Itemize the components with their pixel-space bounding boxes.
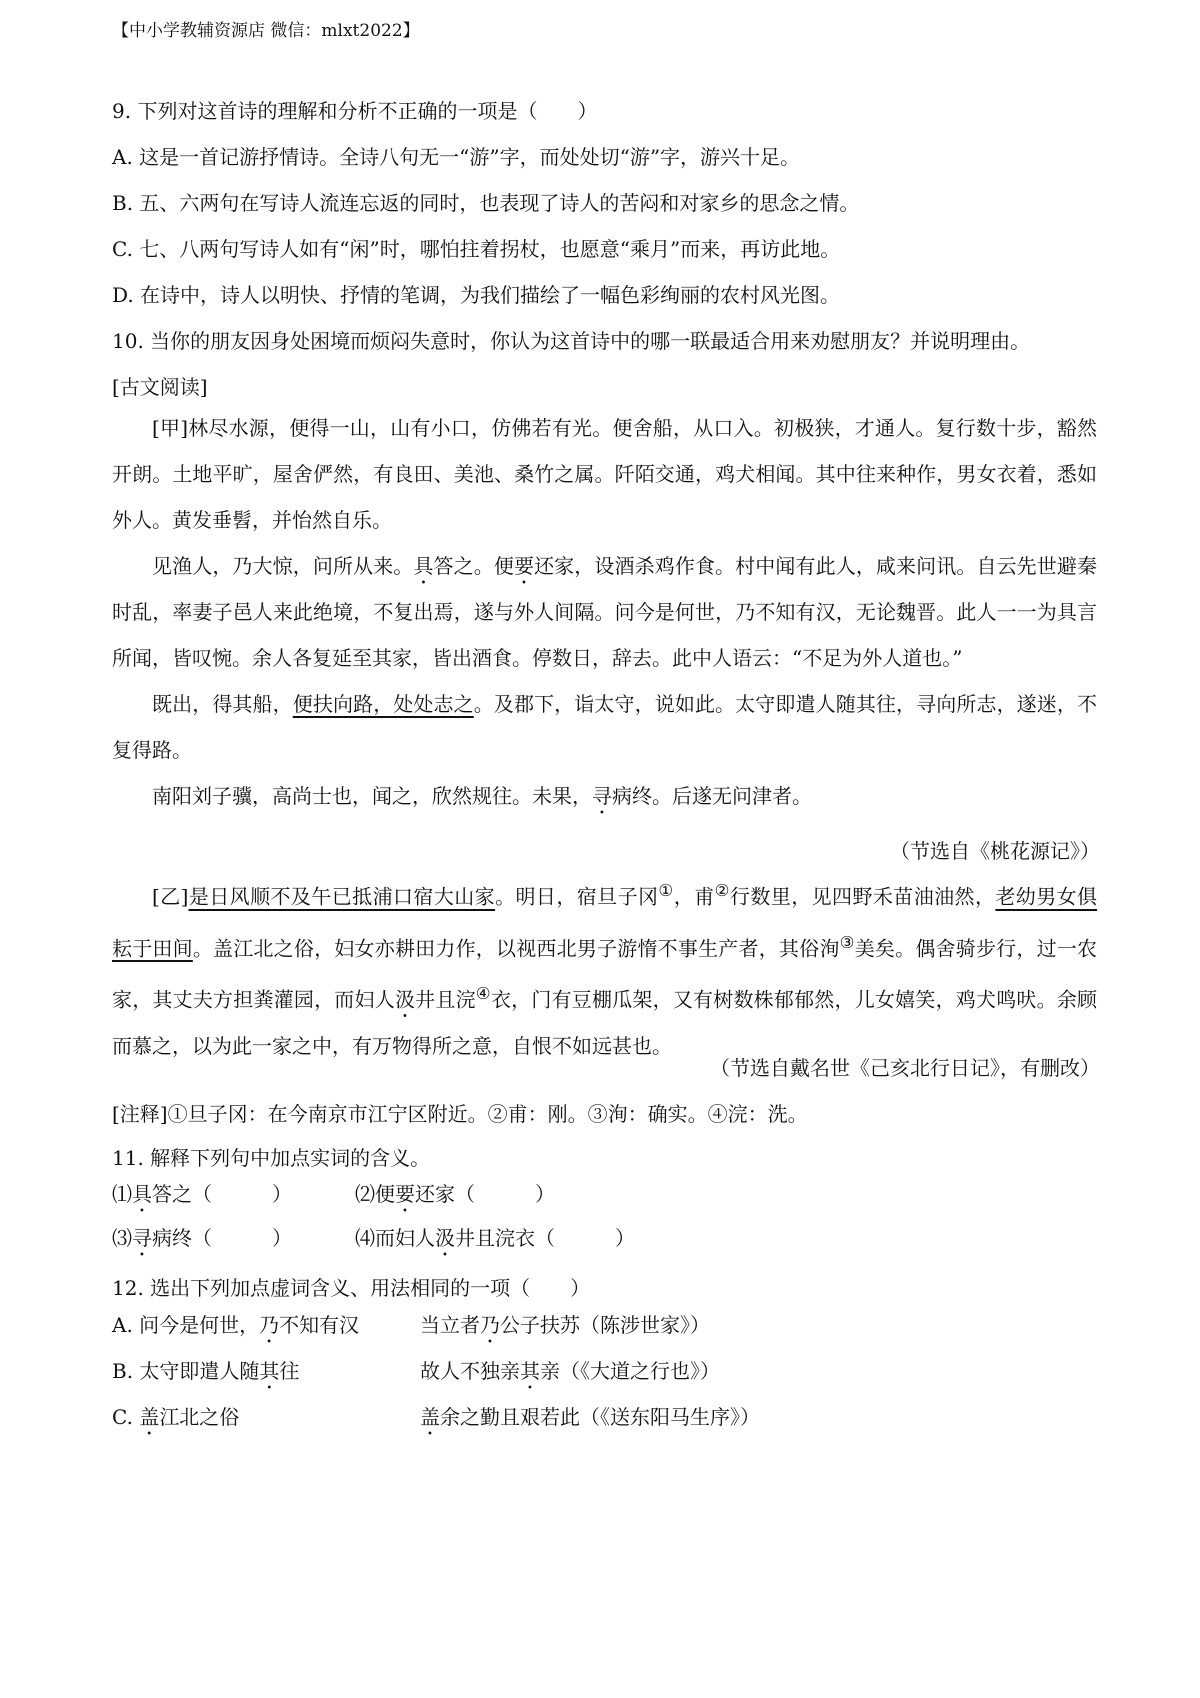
q11-item-4: ⑷而妇人汲井且浣衣（ ）: [355, 1226, 635, 1250]
q12-option-a-right: 当立者乃公子扶苏（陈涉世家》）: [420, 1313, 710, 1337]
q9-option-a: A. 这是一首记游抒情诗。全诗八句无一“游”字，而处处切“游”字，游兴十足。: [112, 145, 801, 169]
q12-option-b-right: 故人不独亲其亲（《大道之行也》）: [420, 1359, 720, 1383]
section-title: [古文阅读]: [112, 375, 208, 399]
jia-paragraph-2: 见渔人，乃大惊，问所从来。具答之。便要还家，设酒杀鸡作食。村中闻有此人，咸来问讯。自云先世避秦时乱，率妻子邑人来此绝境，不复出焉，遂与外人间隔。问今是何世，乃不知有汉，无论魏晋。此人一一为具言所闻，皆叹惋。余人各复延至其家，皆出酒食。停数日，辞去。此中人语云：“不足为外人道也。”: [112, 554, 1098, 670]
yi-paragraph: [乙]是日风顺不及午已抵浦口宿大山家。明日，宿旦子冈①，甫②行数里，见四野禾苗油油然，老幼男女俱耘于田间。盖江北之俗，妇女亦耕田力作，以视西北男子游惰不事生产者，其俗洵③美矣。偶舍骑步行，过一农家，其丈夫方担粪灌园，而妇人汲井且浣④衣，门有豆棚瓜架，又有树数株郁郁然，儿女嬉笑，鸡犬鸣吠。余顾而慕之，以为此一家之中，有万物得所之意，自恨不如远甚也。: [112, 881, 1098, 1058]
q12-option-c-right: 盖余之勤且艰若此（《送东阳马生序》）: [420, 1405, 760, 1429]
q11-stem: 11. 解释下列句中加点实词的含义。: [112, 1146, 431, 1170]
q11-item-3: ⑶寻病终（ ）: [112, 1226, 292, 1250]
jia-paragraph-4: 南阳刘子骥，高尚士也，闻之，欣然规往。未果，寻病终。后遂无问津者。: [152, 784, 812, 808]
q11-item-1: ⑴具答之（ ）: [112, 1182, 292, 1206]
passage-yi: [112, 868, 1097, 1069]
q12-stem: 12. 选出下列加点虚词含义、用法相同的一项（ ）: [112, 1276, 591, 1300]
q9-stem: 9. 下列对这首诗的理解和分析不正确的一项是（ ）: [112, 99, 598, 123]
passage-jia: [112, 405, 1097, 819]
q10-stem: 10. 当你的朋友因身处困境而烦闷失意时，你认为这首诗中的哪一联最适合用来劝慰朋友？并说明理由。: [112, 329, 1031, 353]
yi-source: （节选自戴名世《己亥北行日记》，有删改）: [710, 1056, 1100, 1080]
q9-option-d: D. 在诗中，诗人以明快、抒情的笔调，为我们描绘了一幅色彩绚丽的农村风光图。: [112, 283, 841, 307]
jia-paragraph-1: [甲]林尽水源，便得一山，山有小口，仿佛若有光。便舍船，从口入。初极狭，才通人。复行数十步，豁然开朗。土地平旷，屋舍俨然，有良田、美池、桑竹之属。阡陌交通，鸡犬相闻。其中往来种作，男女衣着，悉如外人。黄发垂髫，并怡然自乐。: [112, 416, 1097, 532]
annotation-notes: [注释]①旦子冈：在今南京市江宁区附近。②甫：刚。③洵：确实。④浣：洗。: [112, 1102, 808, 1126]
q12-option-b-left: B. 太守即遣人随其往: [112, 1359, 300, 1383]
dotted-word: 汲: [394, 987, 416, 1012]
q12-option-a-left: A. 问今是何世，乃不知有汉: [112, 1313, 360, 1337]
underlined-sentence: 老幼男女俱耘于田间: [112, 884, 1098, 961]
q9-option-c: C. 七、八两句写诗人如有“闲”时，哪怕拄着拐杖，也愿意“乘月”而来，再访此地。: [112, 237, 841, 261]
dotted-word: 寻: [592, 784, 612, 808]
underlined-sentence: 是日风顺不及午已抵浦口宿大山家: [188, 884, 496, 909]
q12-option-c-left: C. 盖江北之俗: [112, 1405, 240, 1429]
q11-row-1: [112, 1178, 292, 1217]
underlined-sentence: 便扶向路，处处志之: [292, 692, 474, 716]
jia-source: （节选自《桃花源记》）: [890, 839, 1100, 863]
page-header: 【中小学教辅资源店 微信：mlxt2022】: [112, 21, 420, 41]
q11-item-2: ⑵便要还家（ ）: [355, 1182, 555, 1206]
dotted-word: 具: [413, 554, 434, 578]
dotted-word: 要: [513, 554, 535, 578]
q9-option-b: B. 五、六两句在写诗人流连忘返的同时，也表现了诗人的苦闷和对家乡的思念之情。: [112, 191, 860, 215]
jia-paragraph-3: 既出，得其船，便扶向路，处处志之。及郡下，诣太守，说如此。太守即遣人随其往，寻向所志，遂迷，不复得路。: [112, 692, 1098, 762]
